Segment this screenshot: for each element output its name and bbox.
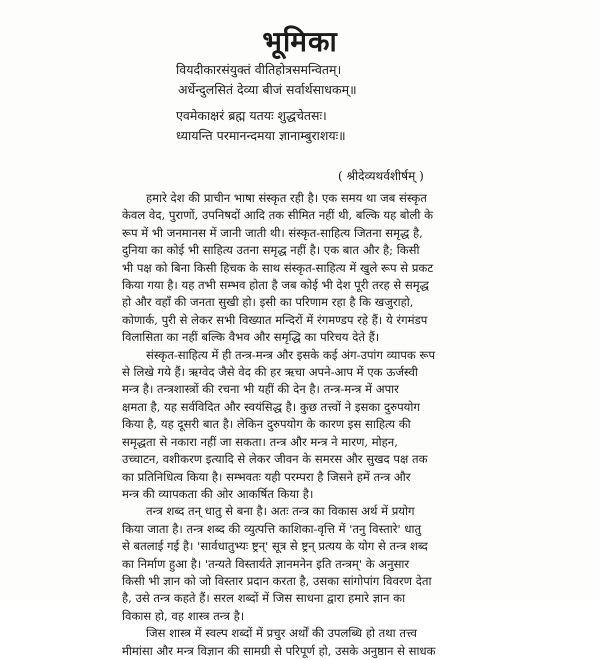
paragraph bbox=[122, 347, 494, 504]
text-line: केवल वेद, पुराणों, उपनिषदों आदि तक सीमित नहीं थी, बल्कि यह बोली के bbox=[122, 208, 433, 223]
paragraph bbox=[122, 503, 494, 625]
text-line: उच्चाटन, वशीकरण इत्यादि से लेकर जीवन के समरस और सुखद पक्ष तक bbox=[122, 452, 428, 467]
text-line: का प्रतिनिधित्व किया है। सम्भवतः यही परम्परा है जिसने हमें तन्त्र और bbox=[122, 469, 411, 484]
text-line: भी पक्ष को बिना किसी हिचक के साथ संस्कृत-साहित्य में खुले रूप से प्रकट bbox=[122, 260, 434, 275]
verse-block bbox=[176, 60, 506, 146]
text-line: मन्त्र है। तन्त्रशास्त्रों की रचना भी यहीं की देन है। तन्त्र-मन्त्र में अपार bbox=[122, 382, 399, 397]
text-line: का निर्माण हुआ है। 'तन्यते विस्तार्यते ज्ञानमनेन इति तन्त्रम्' के अनुसार bbox=[122, 556, 410, 571]
text-line: है, उसे तन्त्र कहते हैं। सरल शब्दों में जिस साधना द्वारा हमारे ज्ञान का bbox=[122, 591, 406, 606]
text-line: किया गया है। यह तभी सम्भव होता है जब कोई भी देश पूरी तरह से समृद्ध bbox=[122, 278, 429, 293]
verse-line: एवमेकाक्षरं ब्रह्म यतयः शुद्धचेतसः। bbox=[176, 108, 327, 123]
body-text bbox=[122, 190, 494, 660]
text-line: क्षमता है, यह सर्वविदित और स्वयंसिद्ध है। कुछ तत्त्वों ने इसका दुरुपयोग bbox=[122, 399, 420, 414]
text-line: जिस शास्त्र में स्वल्प शब्दों में प्रचुर अर्थों की उपलब्धि हो तथा तत्त्व bbox=[146, 626, 417, 641]
text-line: हमारे देश की प्राचीन भाषा संस्कृत रही है। एक समय था जब संस्कृत bbox=[146, 191, 427, 205]
verse-line: ध्यायन्ति परमानन्दमया ज्ञानाम्बुराशयः॥ bbox=[176, 128, 346, 143]
text-line: समृद्धता से नकारा नहीं जा सकता। तन्त्र और मन्त्र ने मारण, मोहन, bbox=[122, 434, 398, 449]
text-line: किसी भी ज्ञान को जो विस्तार प्रदान करता है, उसका सांगोपांग विवरण देता bbox=[122, 573, 432, 588]
text-line: किया जाता है। तन्त्र शब्द की व्युत्पत्ति काशिका-वृत्ति में 'तनु विस्तारे' धातु bbox=[122, 521, 422, 536]
text-line: संस्कृत-साहित्य में ही तन्त्र-मन्त्र और इसके कई अंग-उपांग व्यापक रूप bbox=[146, 347, 436, 362]
paragraph bbox=[122, 190, 494, 347]
text-line: मीमांसा और मन्त्र विज्ञान की सामग्री से परिपूर्ण हो, उसके अनुष्ठान से साधक bbox=[122, 643, 436, 658]
text-line: विकास हो, वह शास्त्र तन्त्र है। bbox=[122, 608, 245, 623]
text-line: मन्त्र की व्यापकता की ओर आकर्षित किया है। bbox=[122, 486, 314, 501]
text-line: विलासिता का नहीं बल्कि वैभव और समृद्धि का परिचय देते हैं। bbox=[122, 330, 380, 345]
verse-line: अर्धेन्दुलसितं देव्या बीजं सर्वार्थसाधकम्॥ bbox=[178, 82, 357, 97]
text-line: से लिखे गये हैं। ऋग्वेद जैसे वेद की हर ऋचा अपने-आप में एक ऊर्जस्वी bbox=[122, 365, 418, 380]
text-line: से बतलाई गई है। 'सार्वधातुभ्यः ष्ट्रन्' सूत्र से ष्ट्रन् प्रत्यय के योग से तन्त्र शब्द bbox=[122, 539, 428, 554]
text-line: कोणार्क, पुरी से लेकर सभी विख्यात मन्दिरों में रंगमण्डप रहे हैं। ये रंगमंडप bbox=[122, 312, 428, 327]
verse-attribution: ( श्रीदेव्यथर्वशीर्षम् ) bbox=[338, 169, 424, 183]
page-title: भूमिका bbox=[262, 25, 338, 58]
text-line: हो और वहाँ की जनता सुखी हो। इसी का परिणाम रहा है कि खजुराहो, bbox=[122, 295, 414, 310]
text-line: किया है, यह दूसरी बात है। लेकिन दुरुपयोग के कारण इस साहित्य की bbox=[122, 417, 411, 432]
text-line: रूप में भी जनमानस में जानी जाती थी। संस्कृत-साहित्य जितना समृद्ध है, bbox=[122, 225, 423, 240]
paragraph bbox=[122, 625, 494, 660]
text-line: दुनिया का कोई भी साहित्य उतना समृद्ध नहीं है। एक बात और है; किसी bbox=[122, 243, 420, 258]
verse-line: वियदीकारसंयुक्तं वीतिहोत्रसमन्वितम्। bbox=[176, 62, 342, 77]
text-line: तन्त्र शब्द तन् धातु से बना है। अतः तन्त्र का विकास अर्थ में प्रयोग bbox=[146, 504, 415, 519]
